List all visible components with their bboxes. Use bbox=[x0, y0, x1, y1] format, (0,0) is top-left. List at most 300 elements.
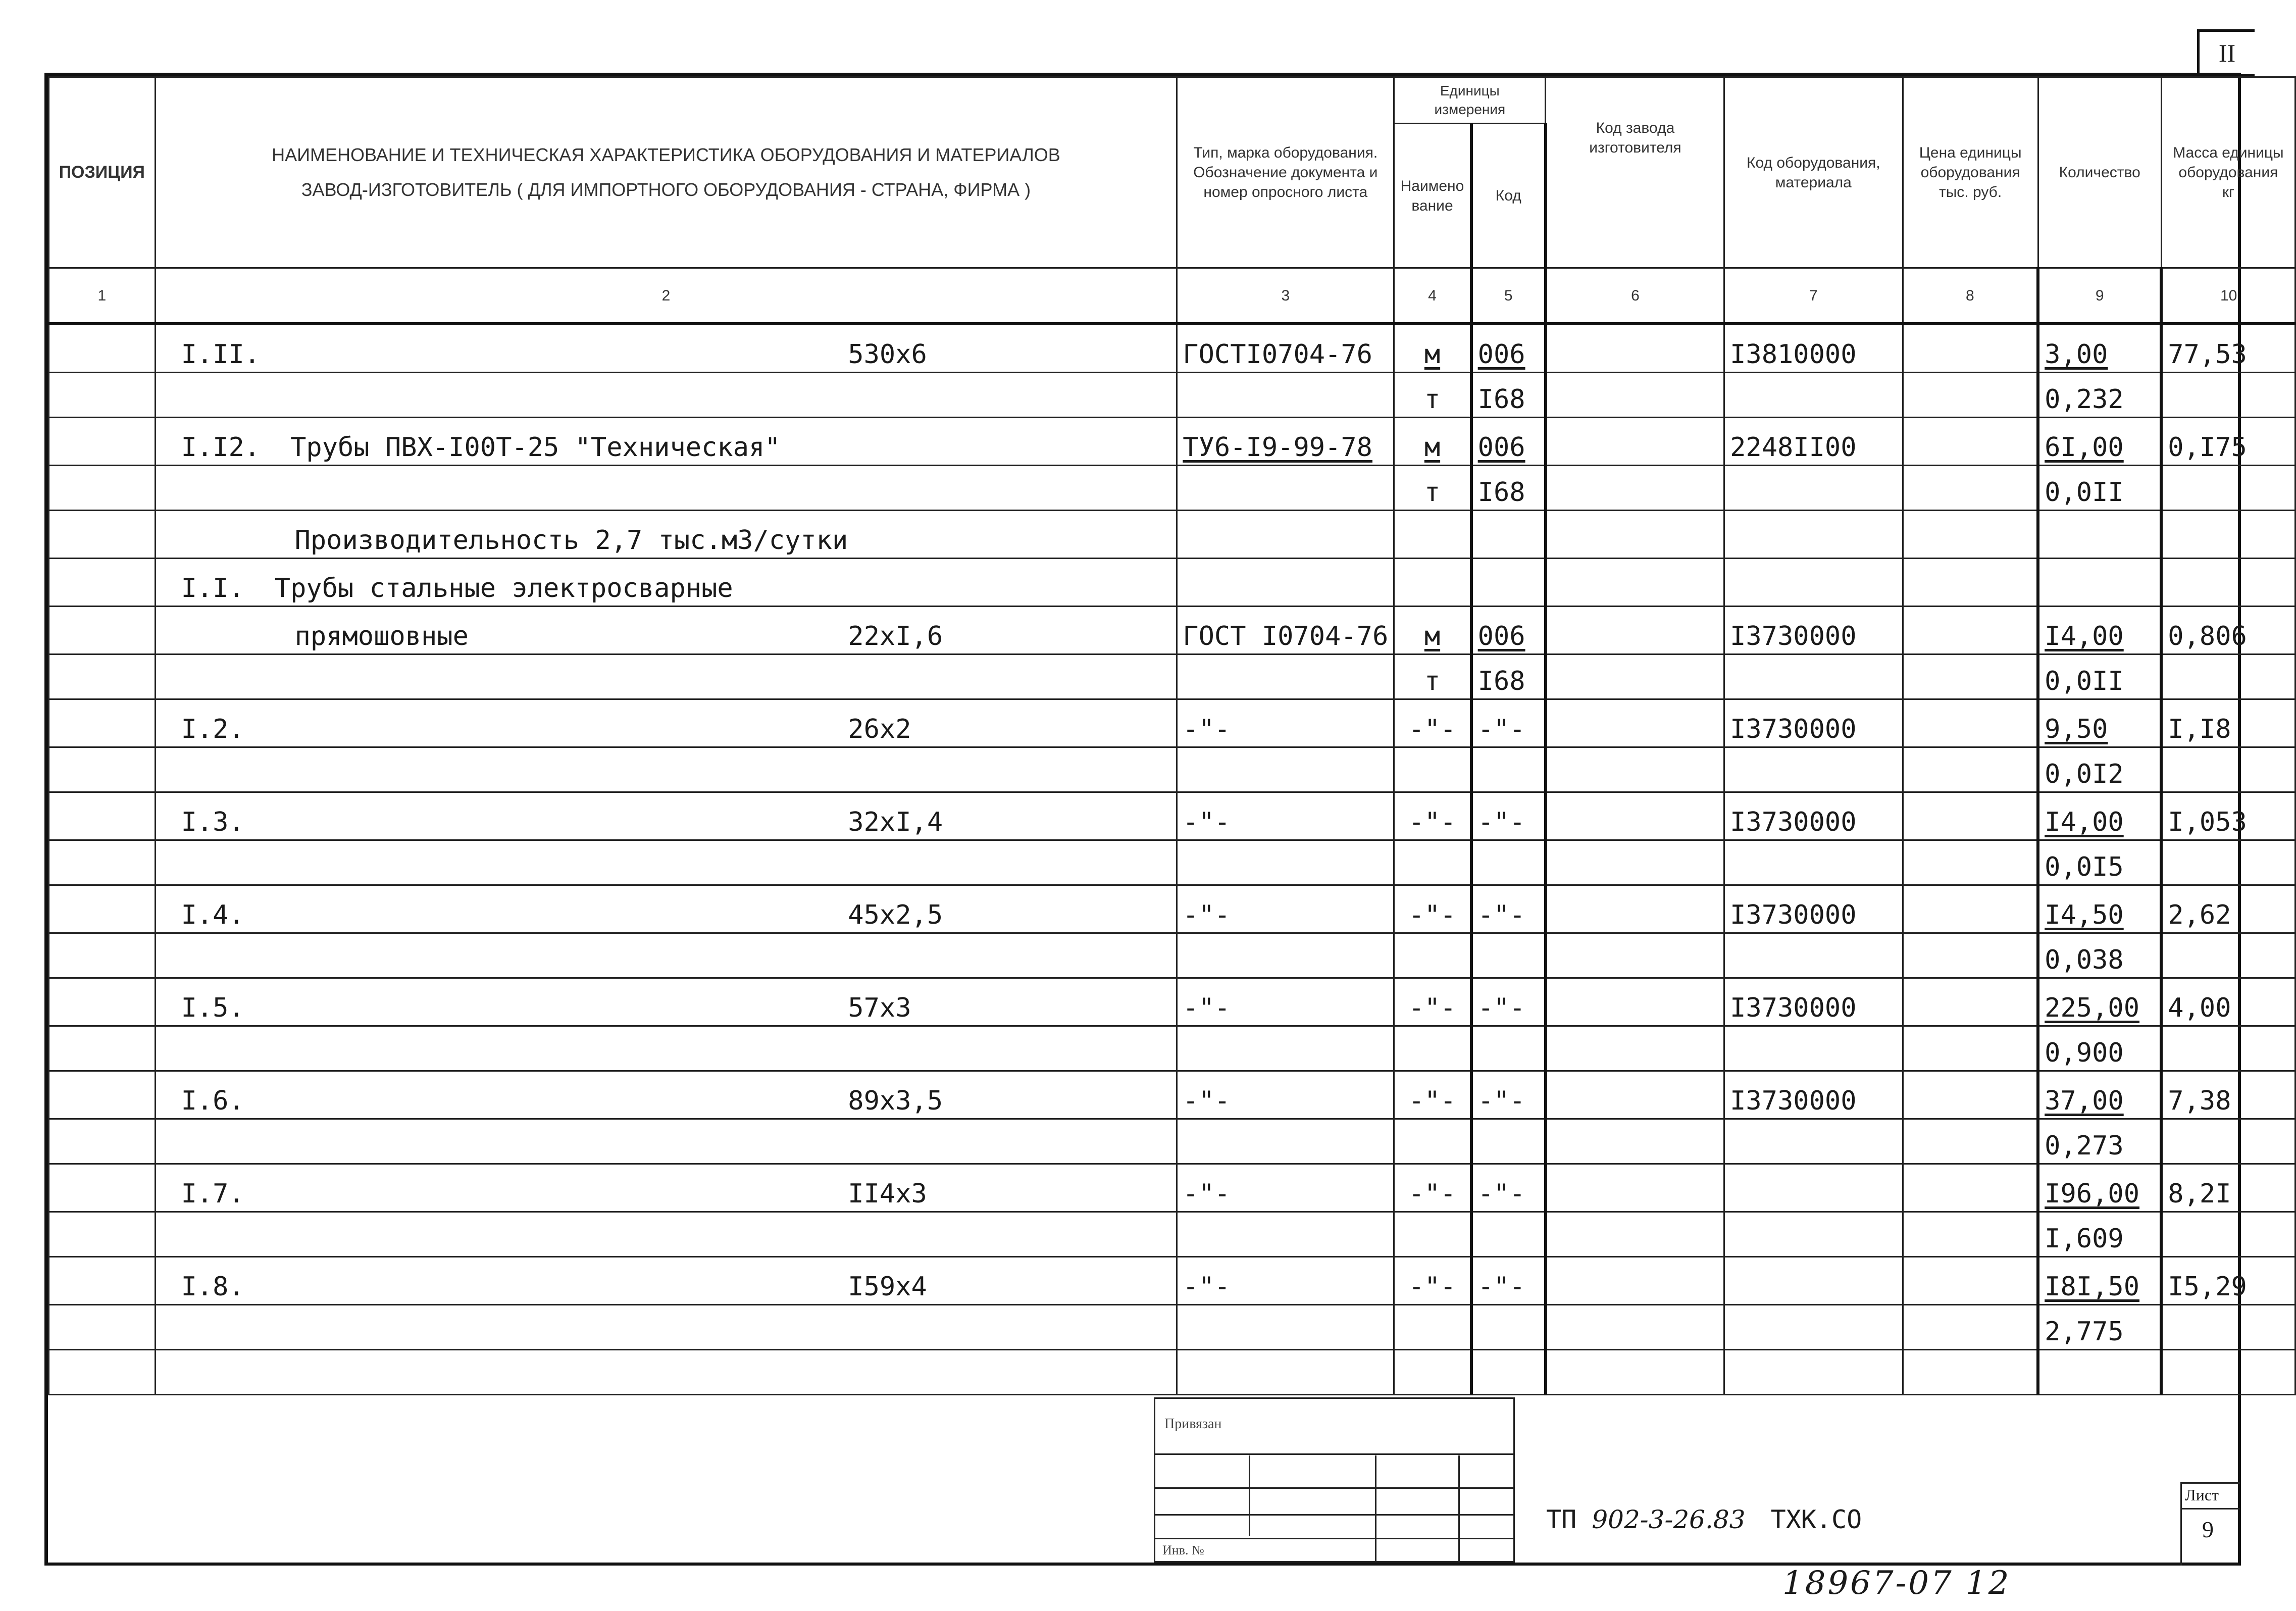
cell-doc: -"- bbox=[1177, 699, 1394, 747]
cell-doc bbox=[1177, 511, 1394, 559]
cell-position bbox=[49, 1305, 156, 1350]
cell-price bbox=[1903, 933, 2038, 978]
sheet-label: Лист bbox=[2185, 1486, 2219, 1504]
table-row bbox=[49, 978, 2295, 1026]
cell-manufacturer-code bbox=[1546, 1071, 1724, 1119]
cell-mass: 77,53 bbox=[2161, 324, 2295, 373]
cell-quantity bbox=[2038, 1350, 2161, 1395]
row-name: Производительность 2,7 тыс.м3/сутки bbox=[294, 525, 848, 556]
cell-quantity: I4,00 bbox=[2038, 792, 2161, 840]
row-size: 45x2,5 bbox=[848, 900, 943, 930]
cell-manufacturer-code bbox=[1546, 511, 1724, 559]
cell-doc bbox=[1177, 933, 1394, 978]
header-name-line2: ЗАВОД-ИЗГОТОВИТЕЛЬ ( ДЛЯ ИМПОРТНОГО ОБОРУДОВАНИЯ - СТРАНА, ФИРМА ) bbox=[301, 179, 1031, 200]
cell-position bbox=[49, 747, 156, 792]
cell-unit bbox=[1394, 1119, 1471, 1164]
table-row bbox=[49, 1026, 2295, 1071]
cell-position bbox=[49, 1212, 156, 1257]
cell-name bbox=[155, 418, 1177, 466]
cell-unit-code bbox=[1471, 1026, 1546, 1071]
cell-quantity: 0,232 bbox=[2038, 373, 2161, 418]
col-number-4: 4 bbox=[1394, 268, 1471, 324]
cell-mass: I,053 bbox=[2161, 792, 2295, 840]
cell-material-code bbox=[1724, 1350, 1903, 1395]
cell-material-code: I3730000 bbox=[1724, 792, 1903, 840]
cell-doc: -"- bbox=[1177, 978, 1394, 1026]
table-row bbox=[49, 1257, 2295, 1305]
doc-code-prefix: ТП bbox=[1546, 1505, 1577, 1534]
cell-mass: I,I8 bbox=[2161, 699, 2295, 747]
row-size bbox=[848, 666, 1171, 696]
cell-name bbox=[155, 792, 1177, 840]
row-size bbox=[848, 573, 1171, 603]
sheet-box bbox=[2180, 1482, 2240, 1566]
cell-name bbox=[155, 933, 1177, 978]
cell-quantity: 0,0I2 bbox=[2038, 747, 2161, 792]
row-position: I.8. bbox=[181, 1272, 244, 1302]
cell-mass bbox=[2161, 840, 2295, 885]
cell-material-code bbox=[1724, 373, 1903, 418]
stamp-header: Привязан bbox=[1164, 1416, 1222, 1432]
cell-unit-code bbox=[1471, 1119, 1546, 1164]
stamp-line bbox=[1155, 1453, 1513, 1455]
cell-unit-code: -"- bbox=[1471, 1071, 1546, 1119]
cell-position bbox=[49, 559, 156, 607]
cell-position bbox=[49, 1071, 156, 1119]
cell-unit-code bbox=[1471, 511, 1546, 559]
specification-table bbox=[48, 76, 2296, 1395]
table-row bbox=[49, 933, 2295, 978]
cell-price bbox=[1903, 1071, 2038, 1119]
cell-manufacturer-code bbox=[1546, 373, 1724, 418]
cell-material-code bbox=[1724, 1257, 1903, 1305]
row-size: 26x2 bbox=[848, 714, 911, 744]
cell-material-code bbox=[1724, 655, 1903, 699]
cell-manufacturer-code bbox=[1546, 1257, 1724, 1305]
cell-position bbox=[49, 840, 156, 885]
cell-name bbox=[155, 1119, 1177, 1164]
cell-price bbox=[1903, 840, 2038, 885]
cell-name bbox=[155, 885, 1177, 933]
row-name: Трубы ПВХ-I00Т-25 "Техническая" bbox=[290, 432, 781, 463]
cell-unit: м bbox=[1394, 607, 1471, 655]
col-number-7: 7 bbox=[1724, 268, 1903, 324]
cell-price bbox=[1903, 607, 2038, 655]
cell-mass bbox=[2161, 466, 2295, 511]
cell-unit-code: -"- bbox=[1471, 978, 1546, 1026]
header-price: Цена единицы оборудования тыс. руб. bbox=[1903, 77, 2038, 268]
cell-name bbox=[155, 840, 1177, 885]
stamp-divider bbox=[1375, 1455, 1376, 1561]
table-row bbox=[49, 655, 2295, 699]
table-row bbox=[49, 466, 2295, 511]
cell-material-code: I3730000 bbox=[1724, 607, 1903, 655]
cell-mass: 8,2I bbox=[2161, 1164, 2295, 1212]
cell-price bbox=[1903, 466, 2038, 511]
cell-unit: т bbox=[1394, 655, 1471, 699]
table-row bbox=[49, 747, 2295, 792]
cell-manufacturer-code bbox=[1546, 933, 1724, 978]
cell-material-code bbox=[1724, 1164, 1903, 1212]
cell-position bbox=[49, 792, 156, 840]
cell-manufacturer-code bbox=[1546, 792, 1724, 840]
cell-unit-code bbox=[1471, 1212, 1546, 1257]
cell-doc bbox=[1177, 559, 1394, 607]
cell-quantity: 0,0I5 bbox=[2038, 840, 2161, 885]
col-number-6: 6 bbox=[1546, 268, 1724, 324]
cell-unit: м bbox=[1394, 324, 1471, 373]
cell-unit-code bbox=[1471, 1350, 1546, 1395]
row-size bbox=[848, 525, 1171, 556]
cell-position bbox=[49, 655, 156, 699]
cell-manufacturer-code bbox=[1546, 978, 1724, 1026]
cell-manufacturer-code bbox=[1546, 324, 1724, 373]
cell-manufacturer-code bbox=[1546, 1026, 1724, 1071]
header-unit-name: Наименование bbox=[1394, 124, 1471, 268]
cell-unit bbox=[1394, 747, 1471, 792]
table-row bbox=[49, 324, 2295, 373]
cell-position bbox=[49, 418, 156, 466]
cell-manufacturer-code bbox=[1546, 607, 1724, 655]
cell-material-code: I3730000 bbox=[1724, 699, 1903, 747]
cell-price bbox=[1903, 1026, 2038, 1071]
cell-name bbox=[155, 373, 1177, 418]
cell-price bbox=[1903, 1212, 2038, 1257]
row-size bbox=[848, 1131, 1171, 1161]
cell-material-code bbox=[1724, 559, 1903, 607]
archive-number: 18967-07 12 bbox=[1782, 1565, 2011, 1602]
row-position: I.3. bbox=[181, 807, 244, 837]
header-units: Единицы измерения bbox=[1394, 77, 1546, 124]
cell-doc bbox=[1177, 466, 1394, 511]
cell-doc: -"- bbox=[1177, 1164, 1394, 1212]
cell-mass bbox=[2161, 373, 2295, 418]
cell-name bbox=[155, 655, 1177, 699]
cell-name bbox=[155, 1350, 1177, 1395]
cell-unit-code: 006 bbox=[1471, 418, 1546, 466]
stamp-divider bbox=[1249, 1455, 1250, 1536]
cell-position bbox=[49, 511, 156, 559]
cell-price bbox=[1903, 1257, 2038, 1305]
cell-unit-code: -"- bbox=[1471, 1257, 1546, 1305]
cell-doc bbox=[1177, 1350, 1394, 1395]
cell-name bbox=[155, 466, 1177, 511]
table-row bbox=[49, 1350, 2295, 1395]
cell-unit-code bbox=[1471, 1305, 1546, 1350]
row-size bbox=[848, 759, 1171, 789]
cell-manufacturer-code bbox=[1546, 559, 1724, 607]
header-type: Тип, марка оборудования. Обозначение документа и номер опросного листа bbox=[1177, 77, 1394, 268]
cell-unit-code: -"- bbox=[1471, 1164, 1546, 1212]
table-row bbox=[49, 840, 2295, 885]
cell-material-code bbox=[1724, 1026, 1903, 1071]
cell-quantity: 225,00 bbox=[2038, 978, 2161, 1026]
col-number-9: 9 bbox=[2038, 268, 2161, 324]
cell-doc: ТУ6-I9-99-78 bbox=[1177, 418, 1394, 466]
cell-unit-code bbox=[1471, 933, 1546, 978]
row-size bbox=[848, 477, 1171, 508]
cell-quantity: 3,00 bbox=[2038, 324, 2161, 373]
cell-doc bbox=[1177, 1212, 1394, 1257]
cell-name bbox=[155, 1164, 1177, 1212]
cell-name bbox=[155, 1212, 1177, 1257]
cell-unit-code: I68 bbox=[1471, 466, 1546, 511]
cell-position bbox=[49, 978, 156, 1026]
cell-price bbox=[1903, 747, 2038, 792]
table-row bbox=[49, 373, 2295, 418]
cell-quantity bbox=[2038, 559, 2161, 607]
cell-manufacturer-code bbox=[1546, 885, 1724, 933]
cell-price bbox=[1903, 1119, 2038, 1164]
cell-doc: -"- bbox=[1177, 885, 1394, 933]
cell-material-code: I3810000 bbox=[1724, 324, 1903, 373]
page-number: II bbox=[2197, 29, 2255, 77]
document-code bbox=[1546, 1505, 1862, 1534]
doc-code-handwritten: 902-3-26.83 bbox=[1592, 1505, 1746, 1534]
cell-doc: -"- bbox=[1177, 1071, 1394, 1119]
table-row bbox=[49, 559, 2295, 607]
cell-unit bbox=[1394, 511, 1471, 559]
cell-position bbox=[49, 466, 156, 511]
cell-name bbox=[155, 559, 1177, 607]
cell-price bbox=[1903, 699, 2038, 747]
cell-mass: 0,I75 bbox=[2161, 418, 2295, 466]
col-number-5: 5 bbox=[1471, 268, 1546, 324]
header-name bbox=[155, 77, 1177, 268]
cell-position bbox=[49, 885, 156, 933]
cell-unit-code bbox=[1471, 559, 1546, 607]
table-row bbox=[49, 885, 2295, 933]
cell-quantity: 37,00 bbox=[2038, 1071, 2161, 1119]
cell-name bbox=[155, 511, 1177, 559]
cell-price bbox=[1903, 324, 2038, 373]
table-row bbox=[49, 607, 2295, 655]
stamp-footer: Инв. № bbox=[1162, 1543, 1204, 1557]
cell-unit: -"- bbox=[1394, 1071, 1471, 1119]
row-position: I.II. bbox=[181, 339, 261, 370]
cell-manufacturer-code bbox=[1546, 1212, 1724, 1257]
cell-name bbox=[155, 607, 1177, 655]
cell-mass bbox=[2161, 511, 2295, 559]
cell-mass: 0,806 bbox=[2161, 607, 2295, 655]
cell-unit bbox=[1394, 933, 1471, 978]
cell-manufacturer-code bbox=[1546, 747, 1724, 792]
row-size: 32xI,4 bbox=[848, 807, 943, 837]
row-size bbox=[848, 1317, 1171, 1347]
cell-unit-code: -"- bbox=[1471, 885, 1546, 933]
cell-quantity: I,609 bbox=[2038, 1212, 2161, 1257]
cell-unit bbox=[1394, 1212, 1471, 1257]
col-number-2: 2 bbox=[155, 268, 1177, 324]
cell-manufacturer-code bbox=[1546, 1119, 1724, 1164]
table-row bbox=[49, 699, 2295, 747]
cell-unit: -"- bbox=[1394, 978, 1471, 1026]
cell-material-code bbox=[1724, 511, 1903, 559]
cell-position bbox=[49, 1350, 156, 1395]
cell-unit-code: 006 bbox=[1471, 607, 1546, 655]
cell-doc bbox=[1177, 1305, 1394, 1350]
cell-material-code: I3730000 bbox=[1724, 885, 1903, 933]
cell-manufacturer-code bbox=[1546, 1350, 1724, 1395]
cell-mass bbox=[2161, 1305, 2295, 1350]
row-size bbox=[848, 1224, 1171, 1254]
cell-position bbox=[49, 1257, 156, 1305]
cell-position bbox=[49, 324, 156, 373]
row-size bbox=[848, 945, 1171, 975]
cell-material-code bbox=[1724, 1212, 1903, 1257]
cell-unit: т bbox=[1394, 466, 1471, 511]
cell-unit-code bbox=[1471, 840, 1546, 885]
cell-quantity bbox=[2038, 511, 2161, 559]
cell-unit bbox=[1394, 1305, 1471, 1350]
cell-name bbox=[155, 978, 1177, 1026]
col-number-3: 3 bbox=[1177, 268, 1394, 324]
cell-name bbox=[155, 1071, 1177, 1119]
cell-doc bbox=[1177, 747, 1394, 792]
cell-mass bbox=[2161, 559, 2295, 607]
cell-unit bbox=[1394, 1026, 1471, 1071]
cell-quantity: 0,900 bbox=[2038, 1026, 2161, 1071]
cell-quantity: 0,038 bbox=[2038, 933, 2161, 978]
cell-doc bbox=[1177, 1026, 1394, 1071]
cell-mass bbox=[2161, 1212, 2295, 1257]
cell-doc bbox=[1177, 655, 1394, 699]
row-size: 89x3,5 bbox=[848, 1086, 943, 1116]
header-material-code: Код оборудования, материала bbox=[1724, 77, 1903, 268]
cell-quantity: 0,273 bbox=[2038, 1119, 2161, 1164]
row-size: 530x6 bbox=[848, 339, 927, 370]
cell-unit-code: -"- bbox=[1471, 699, 1546, 747]
cell-name bbox=[155, 324, 1177, 373]
header-quantity: Количество bbox=[2038, 77, 2161, 268]
cell-quantity: I96,00 bbox=[2038, 1164, 2161, 1212]
cell-position bbox=[49, 1164, 156, 1212]
cell-doc bbox=[1177, 1119, 1394, 1164]
table-row bbox=[49, 1071, 2295, 1119]
cell-quantity: 6I,00 bbox=[2038, 418, 2161, 466]
header-name-line1: НАИМЕНОВАНИЕ И ТЕХНИЧЕСКАЯ ХАРАКТЕРИСТИКА ОБОРУДОВАНИЯ И МАТЕРИАЛОВ bbox=[272, 144, 1060, 166]
row-size: 57x3 bbox=[848, 993, 911, 1023]
stamp-divider bbox=[1458, 1455, 1460, 1561]
cell-quantity: 9,50 bbox=[2038, 699, 2161, 747]
cell-doc: -"- bbox=[1177, 792, 1394, 840]
cell-mass bbox=[2161, 933, 2295, 978]
cell-position bbox=[49, 607, 156, 655]
cell-name bbox=[155, 699, 1177, 747]
cell-price bbox=[1903, 373, 2038, 418]
cell-unit: -"- bbox=[1394, 792, 1471, 840]
cell-position bbox=[49, 699, 156, 747]
cell-quantity: 0,0II bbox=[2038, 466, 2161, 511]
header-mass: Масса единицы оборудования кг bbox=[2161, 77, 2295, 268]
row-name: Трубы стальные электросварные bbox=[274, 573, 733, 603]
header-manufacturer-code: Код завода изготовителя bbox=[1546, 77, 1724, 268]
cell-quantity: 0,0II bbox=[2038, 655, 2161, 699]
cell-mass bbox=[2161, 655, 2295, 699]
row-position: I.4. bbox=[181, 900, 244, 930]
cell-price bbox=[1903, 418, 2038, 466]
cell-unit: -"- bbox=[1394, 885, 1471, 933]
col-number-1: 1 bbox=[49, 268, 156, 324]
cell-position bbox=[49, 1119, 156, 1164]
row-size: I59x4 bbox=[848, 1272, 927, 1302]
cell-manufacturer-code bbox=[1546, 840, 1724, 885]
cell-material-code bbox=[1724, 466, 1903, 511]
cell-unit bbox=[1394, 1350, 1471, 1395]
sheet-number: 9 bbox=[2202, 1517, 2214, 1542]
cell-price bbox=[1903, 1350, 2038, 1395]
row-position: I.7. bbox=[181, 1179, 244, 1209]
doc-code-suffix: ТХК.СО bbox=[1770, 1505, 1862, 1534]
cell-manufacturer-code bbox=[1546, 418, 1724, 466]
cell-material-code: I3730000 bbox=[1724, 978, 1903, 1026]
cell-position bbox=[49, 1026, 156, 1071]
cell-quantity: I4,50 bbox=[2038, 885, 2161, 933]
row-position: I.5. bbox=[181, 993, 244, 1023]
cell-mass: 4,00 bbox=[2161, 978, 2295, 1026]
cell-material-code bbox=[1724, 933, 1903, 978]
cell-quantity: I4,00 bbox=[2038, 607, 2161, 655]
row-size: II4x3 bbox=[848, 1179, 927, 1209]
header-position: ПОЗИЦИЯ bbox=[49, 77, 156, 268]
row-size bbox=[848, 384, 1171, 415]
cell-material-code: I3730000 bbox=[1724, 1071, 1903, 1119]
cell-position bbox=[49, 373, 156, 418]
row-size bbox=[848, 852, 1171, 882]
cell-manufacturer-code bbox=[1546, 466, 1724, 511]
cell-manufacturer-code bbox=[1546, 699, 1724, 747]
cell-material-code bbox=[1724, 1119, 1903, 1164]
cell-doc bbox=[1177, 840, 1394, 885]
cell-name bbox=[155, 747, 1177, 792]
cell-price bbox=[1903, 1164, 2038, 1212]
specification-body bbox=[49, 324, 2295, 1395]
table-row bbox=[49, 418, 2295, 466]
cell-quantity: 2,775 bbox=[2038, 1305, 2161, 1350]
cell-mass bbox=[2161, 1350, 2295, 1395]
cell-unit: т bbox=[1394, 373, 1471, 418]
cell-doc bbox=[1177, 373, 1394, 418]
row-position: I.I2. bbox=[181, 432, 261, 463]
table-row bbox=[49, 1305, 2295, 1350]
cell-mass bbox=[2161, 1026, 2295, 1071]
cell-unit: -"- bbox=[1394, 1164, 1471, 1212]
cell-mass: 7,38 bbox=[2161, 1071, 2295, 1119]
cell-name bbox=[155, 1305, 1177, 1350]
cell-price bbox=[1903, 1305, 2038, 1350]
cell-material-code bbox=[1724, 1305, 1903, 1350]
table-row bbox=[49, 511, 2295, 559]
table-row bbox=[49, 792, 2295, 840]
title-block-stamp bbox=[1154, 1397, 1515, 1563]
cell-price bbox=[1903, 559, 2038, 607]
cell-price bbox=[1903, 511, 2038, 559]
cell-material-code bbox=[1724, 747, 1903, 792]
cell-unit-code: -"- bbox=[1471, 792, 1546, 840]
cell-unit-code: 006 bbox=[1471, 324, 1546, 373]
cell-price bbox=[1903, 978, 2038, 1026]
cell-unit-code: I68 bbox=[1471, 373, 1546, 418]
cell-doc: ГОСТI0704-76 bbox=[1177, 324, 1394, 373]
cell-material-code: 2248II00 bbox=[1724, 418, 1903, 466]
row-size bbox=[848, 1038, 1171, 1068]
cell-unit bbox=[1394, 559, 1471, 607]
cell-price bbox=[1903, 655, 2038, 699]
cell-position bbox=[49, 933, 156, 978]
cell-mass: 2,62 bbox=[2161, 885, 2295, 933]
cell-manufacturer-code bbox=[1546, 655, 1724, 699]
cell-unit bbox=[1394, 840, 1471, 885]
